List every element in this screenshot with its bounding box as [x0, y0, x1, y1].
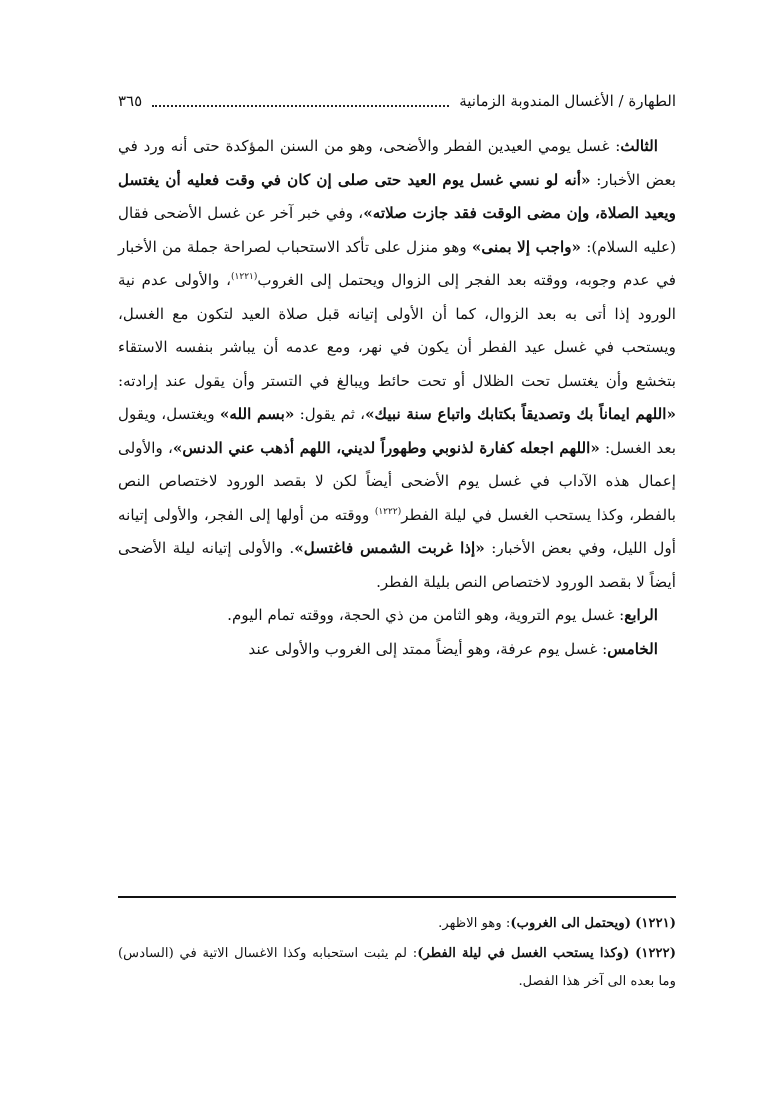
paragraph-fourth [118, 599, 676, 633]
text-run: ويغتسل، ويقول بعد الغسل: [118, 405, 676, 457]
footnote-text: : لم يثبت استحبابه وكذا الاغسال الاتية في (السادس) وما بعده الى آخر هذا الفصل. [118, 946, 676, 989]
footnote-quote: (ويحتمل الى الغروب) [510, 916, 631, 931]
text-run: ووقته من أولها إلى الفجر، والأولى إتيانه أول الليل، وفي بعض الأخبار: [118, 505, 676, 557]
section-lead: الخامس [607, 639, 658, 658]
quoted-hadith: «إذا غربت الشمس فاغتسل» [294, 539, 485, 557]
paragraph-third [118, 130, 676, 599]
page-number: ٣٦٥ [118, 92, 143, 110]
text-run: ، والأولى إعمال هذه الآداب في غسل يوم الأضحى أيضاً لكن لا بقصد الورود لاختصاص النص بالفطر، وكذا يستحب الغسل في ليلة الفطر [118, 438, 676, 524]
footnotes [118, 910, 676, 998]
footnote-ref: (١٢٢١) [231, 271, 258, 282]
text-run: ، والأولى عدم نية الورود إذا أتى به بعد الزوال، كما أن الأولى إتيانه قبل صلاة العيد لتكون مع الغسل، ويستحب في غسل عيد الفطر أن يكون في نهر، ومع عدمه أن يباشر بنفسه الاستقاء بتخشع وأن يغتسل تحت الظلال أو تحت حائط ويبالغ في التستر وأن يقول عند إرادته: [118, 271, 676, 390]
footnote-ref: (١٢٢٢) [374, 506, 402, 517]
quoted-hadith: «اللهم اجعله كفارة لذنوبي وطهوراً لديني، اللهم أذهب عني الدنس» [172, 438, 600, 457]
section-lead: الثالث [620, 137, 658, 155]
quoted-hadith: «أنه لو نسي غسل يوم العيد حتى صلى إن كان في وقت فعليه أن يغتسل ويعيد الصلاة، وإن مضى الوقت فقد جازت صلاته» [118, 170, 676, 222]
text-run: . والأولى إتيانه ليلة الأضحى أيضاً لا بقصد الورود لاختصاص النص بليلة الفطر. [118, 539, 676, 591]
footnote-separator [118, 896, 676, 898]
paragraph-fifth [118, 633, 676, 667]
footnote-number: (١٢٢١) [635, 916, 676, 931]
quoted-hadith: «واجب إلا بمنى» [471, 237, 582, 256]
text-run: وهو منزل على تأكد الاستحباب لصراحة جملة من الأخبار في عدم وجوبه، ووقته بعد الفجر إلى الزوال ويحتمل إلى الغروب [118, 237, 676, 289]
footnote-quote: (وكذا يستحب الغسل في ليلة الفطر) [417, 946, 630, 961]
footnote-1221 [118, 910, 676, 938]
main-text [118, 130, 676, 666]
quoted-hadith: «بسم الله» [219, 405, 295, 423]
section-lead: الرابع [624, 606, 658, 624]
text-run: : غسل يوم عرفة، وهو أيضاً ممتد إلى الغروب والأولى عند [248, 639, 608, 658]
running-header [118, 88, 676, 114]
footnote-number: (١٢٢٢) [635, 946, 676, 961]
text-run: : غسل يومي العيدين الفطر والأضحى، وهو من السنن المؤكدة حتى أنه ورد في بعض الأخبار: [118, 137, 676, 189]
leader-dots [152, 95, 449, 107]
footnote-text: : وهو الاظهر. [438, 916, 511, 931]
text-run: : غسل يوم التروية، وهو الثامن من ذي الحجة، ووقته تمام اليوم. [227, 606, 625, 624]
text-run: ، وفي خبر آخر عن غسل الأضحى فقال (عليه السلام): [118, 204, 677, 256]
quoted-hadith: «اللهم ايماناً بك وتصديقاً بكتابك واتباع سنة نبيك» [365, 405, 676, 423]
chapter-title: الطهارة / الأغسال المندوبة الزمانية [459, 92, 676, 110]
footnote-1222 [118, 940, 676, 996]
text-run: ، ثم يقول: [294, 405, 366, 423]
